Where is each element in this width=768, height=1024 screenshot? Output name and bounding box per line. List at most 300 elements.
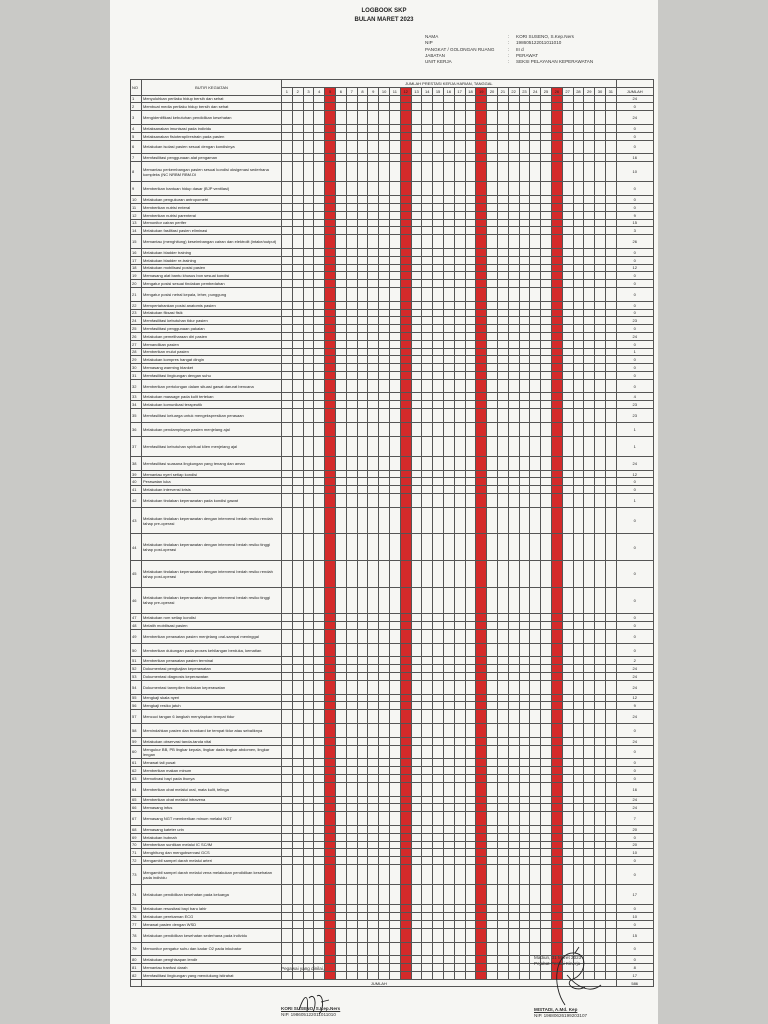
day-cell [465, 287, 476, 301]
row-no: 79 [131, 942, 142, 956]
day-cell [292, 332, 303, 340]
day-cell [605, 702, 616, 710]
row-activity: Mempertahankan posisi anatomis pasien [142, 301, 282, 309]
day-cell [389, 340, 400, 348]
day-cell [541, 401, 552, 409]
day-cell [476, 248, 487, 256]
day-cell [346, 364, 357, 372]
table-row [131, 203, 654, 211]
day-header: 28 [573, 87, 584, 95]
day-cell [303, 956, 314, 964]
day-cell [411, 643, 422, 657]
table-row [131, 723, 654, 737]
day-cell [357, 227, 368, 235]
day-cell [346, 124, 357, 132]
day-cell [368, 942, 379, 956]
day-cell [605, 235, 616, 249]
day-cell [443, 825, 454, 833]
day-cell [584, 643, 595, 657]
row-activity: Memberikan nutrisi parenteral [142, 211, 282, 219]
day-cell [573, 456, 584, 470]
day-cell [389, 280, 400, 288]
day-cell [541, 665, 552, 673]
day-cell [422, 928, 433, 942]
day-cell [411, 162, 422, 182]
day-cell [314, 140, 325, 154]
day-cell [400, 140, 411, 154]
day-cell [508, 332, 519, 340]
table-row [131, 680, 654, 694]
row-total: 0 [616, 864, 653, 884]
day-cell [433, 422, 444, 436]
signature-right-place: Madiun, 31 Maret 2023 [534, 955, 582, 960]
day-cell [595, 227, 606, 235]
day-cell [530, 478, 541, 486]
day-cell [433, 340, 444, 348]
day-cell [487, 393, 498, 401]
day-cell [368, 111, 379, 125]
day-cell [389, 478, 400, 486]
table-row [131, 665, 654, 673]
day-cell [541, 812, 552, 826]
day-cell [562, 534, 573, 561]
day-cell [573, 534, 584, 561]
day-cell [346, 332, 357, 340]
day-cell [454, 95, 465, 103]
day-cell [595, 710, 606, 724]
day-cell [584, 561, 595, 588]
day-cell [389, 196, 400, 204]
day-cell [282, 470, 293, 478]
day-cell [282, 356, 293, 364]
day-cell [519, 956, 530, 964]
day-cell [443, 657, 454, 665]
day-cell [573, 356, 584, 364]
day-cell [411, 227, 422, 235]
day-cell [357, 796, 368, 804]
day-cell [487, 680, 498, 694]
day-cell [325, 364, 336, 372]
day-cell [573, 203, 584, 211]
day-cell [562, 782, 573, 796]
day-cell [379, 942, 390, 956]
day-cell [346, 710, 357, 724]
day-cell [303, 287, 314, 301]
day-cell [487, 759, 498, 767]
day-cell [314, 561, 325, 588]
day-cell [497, 702, 508, 710]
day-cell [346, 325, 357, 333]
day-cell [541, 694, 552, 702]
day-cell [292, 132, 303, 140]
day-cell [368, 196, 379, 204]
day-cell [595, 211, 606, 219]
day-cell [595, 356, 606, 364]
day-cell [346, 857, 357, 865]
row-total: 9 [616, 702, 653, 710]
day-cell [411, 782, 422, 796]
day-header: 22 [508, 87, 519, 95]
day-cell [476, 264, 487, 272]
day-cell [605, 95, 616, 103]
table-row [131, 248, 654, 256]
day-cell [530, 745, 541, 759]
day-cell [454, 248, 465, 256]
day-cell [605, 643, 616, 657]
row-activity: Memfasilitasi penggunaan alat pengaman [142, 154, 282, 162]
day-cell [379, 379, 390, 393]
day-cell [584, 422, 595, 436]
day-cell [519, 534, 530, 561]
day-cell [433, 162, 444, 182]
day-cell [476, 673, 487, 681]
day-cell [314, 340, 325, 348]
day-cell [292, 348, 303, 356]
day-cell [379, 248, 390, 256]
day-cell [595, 629, 606, 643]
day-cell [368, 737, 379, 745]
day-cell [476, 745, 487, 759]
day-cell [508, 154, 519, 162]
day-cell [530, 182, 541, 196]
day-cell [530, 111, 541, 125]
day-cell [325, 478, 336, 486]
day-cell [595, 782, 606, 796]
day-cell [325, 657, 336, 665]
day-cell [454, 348, 465, 356]
day-cell [595, 841, 606, 849]
day-cell [411, 825, 422, 833]
day-cell [454, 371, 465, 379]
day-cell [497, 849, 508, 857]
day-cell [508, 964, 519, 972]
day-cell [476, 470, 487, 478]
day-cell [335, 534, 346, 561]
day-cell [454, 317, 465, 325]
day-cell [497, 132, 508, 140]
day-cell [433, 379, 444, 393]
day-cell [487, 422, 498, 436]
day-cell [292, 942, 303, 956]
day-cell [465, 111, 476, 125]
day-cell [292, 317, 303, 325]
row-no: 20 [131, 280, 142, 288]
day-cell [487, 920, 498, 928]
day-cell [573, 723, 584, 737]
day-cell [292, 849, 303, 857]
day-cell [605, 680, 616, 694]
day-cell [595, 309, 606, 317]
day-cell [519, 103, 530, 111]
row-no: 28 [131, 348, 142, 356]
day-cell [519, 422, 530, 436]
day-cell [282, 857, 293, 865]
day-cell [335, 182, 346, 196]
day-cell [584, 317, 595, 325]
day-cell [325, 534, 336, 561]
day-cell [497, 332, 508, 340]
day-cell [389, 356, 400, 364]
row-activity: Memberikan perawatan pasien terminal [142, 657, 282, 665]
day-cell [530, 470, 541, 478]
day-cell [389, 534, 400, 561]
day-cell [497, 256, 508, 264]
day-cell [454, 710, 465, 724]
day-cell [422, 833, 433, 841]
day-cell [282, 804, 293, 812]
row-no: 32 [131, 379, 142, 393]
day-cell [519, 587, 530, 614]
day-cell [400, 694, 411, 702]
day-cell [530, 371, 541, 379]
day-cell [443, 478, 454, 486]
day-cell [335, 759, 346, 767]
row-activity: Melakukan resusitasi bayi baru lahir [142, 905, 282, 913]
day-cell [443, 849, 454, 857]
table-row [131, 841, 654, 849]
day-cell [292, 203, 303, 211]
row-total: 16 [616, 782, 653, 796]
day-cell [476, 162, 487, 182]
day-cell [605, 507, 616, 534]
day-cell [605, 486, 616, 494]
row-total: 0 [616, 140, 653, 154]
day-cell [519, 759, 530, 767]
day-cell [325, 287, 336, 301]
day-cell [400, 103, 411, 111]
day-cell [325, 782, 336, 796]
day-cell [584, 124, 595, 132]
day-cell [357, 264, 368, 272]
day-cell [443, 364, 454, 372]
day-cell [325, 694, 336, 702]
day-cell [541, 264, 552, 272]
row-total: 0 [616, 248, 653, 256]
day-cell [368, 702, 379, 710]
day-cell [389, 371, 400, 379]
day-cell [605, 371, 616, 379]
day-cell [357, 111, 368, 125]
day-cell [325, 629, 336, 643]
day-cell [357, 494, 368, 508]
day-cell [379, 272, 390, 280]
day-cell [400, 767, 411, 775]
day-cell [508, 203, 519, 211]
day-cell [433, 694, 444, 702]
table-row [131, 219, 654, 227]
identity-label: UNIT KERJA [425, 59, 452, 65]
day-cell [411, 436, 422, 456]
day-cell [368, 103, 379, 111]
day-cell [476, 737, 487, 745]
day-cell [368, 534, 379, 561]
day-cell [454, 723, 465, 737]
day-cell [519, 494, 530, 508]
day-cell [519, 364, 530, 372]
day-cell [346, 702, 357, 710]
day-cell [508, 702, 519, 710]
day-cell [346, 203, 357, 211]
day-cell [314, 486, 325, 494]
day-cell [389, 622, 400, 630]
day-cell [314, 694, 325, 702]
day-cell [389, 694, 400, 702]
day-cell [335, 371, 346, 379]
day-cell [357, 325, 368, 333]
table-row [131, 767, 654, 775]
row-activity: Melakukan pendidikan kesehatan pada keluarga [142, 885, 282, 905]
day-cell [346, 796, 357, 804]
day-cell [292, 857, 303, 865]
day-cell [443, 561, 454, 588]
document-title: LOGBOOK SKP [361, 8, 407, 14]
day-cell [476, 767, 487, 775]
day-cell [443, 227, 454, 235]
day-cell [335, 401, 346, 409]
day-cell [443, 745, 454, 759]
day-cell [508, 833, 519, 841]
day-cell [389, 272, 400, 280]
day-cell [508, 287, 519, 301]
day-cell [433, 841, 444, 849]
day-cell [411, 371, 422, 379]
row-activity: Memberikan perawatan pasien menjelang oral-sampai meninggal [142, 629, 282, 643]
day-cell [325, 796, 336, 804]
table-row [131, 796, 654, 804]
day-cell [389, 629, 400, 643]
day-cell [573, 111, 584, 125]
day-cell [314, 841, 325, 849]
day-cell [400, 95, 411, 103]
table-row [131, 928, 654, 942]
day-cell [443, 833, 454, 841]
day-cell [476, 614, 487, 622]
day-cell [433, 804, 444, 812]
day-cell [508, 256, 519, 264]
day-cell [335, 436, 346, 456]
day-cell [411, 478, 422, 486]
day-cell [368, 340, 379, 348]
day-cell [325, 614, 336, 622]
day-cell [508, 103, 519, 111]
day-cell [541, 95, 552, 103]
day-cell [497, 301, 508, 309]
day-cell [476, 928, 487, 942]
day-cell [508, 971, 519, 979]
day-cell [422, 587, 433, 614]
day-header: 10 [379, 87, 390, 95]
day-cell [541, 680, 552, 694]
day-cell [508, 196, 519, 204]
day-cell [573, 614, 584, 622]
day-cell [368, 132, 379, 140]
day-cell [497, 629, 508, 643]
row-total: 0 [616, 478, 653, 486]
day-cell [508, 132, 519, 140]
day-cell [422, 124, 433, 132]
day-cell [465, 841, 476, 849]
day-cell [400, 920, 411, 928]
day-cell [346, 154, 357, 162]
day-cell [443, 203, 454, 211]
day-cell [335, 864, 346, 884]
day-cell [368, 95, 379, 103]
day-cell [433, 409, 444, 423]
day-cell [389, 422, 400, 436]
day-cell [433, 629, 444, 643]
day-cell [497, 745, 508, 759]
day-cell [379, 622, 390, 630]
row-no: 16 [131, 248, 142, 256]
day-cell [433, 103, 444, 111]
day-cell [346, 401, 357, 409]
row-no: 1 [131, 95, 142, 103]
day-cell [314, 422, 325, 436]
day-cell [346, 825, 357, 833]
day-cell [454, 154, 465, 162]
row-no: 22 [131, 301, 142, 309]
day-cell [346, 470, 357, 478]
table-row [131, 211, 654, 219]
day-cell [292, 256, 303, 264]
day-cell [476, 348, 487, 356]
day-cell [303, 280, 314, 288]
day-cell [292, 629, 303, 643]
day-cell [497, 956, 508, 964]
day-cell [551, 379, 562, 393]
day-cell [541, 614, 552, 622]
day-cell [497, 928, 508, 942]
day-cell [605, 393, 616, 401]
day-cell [508, 767, 519, 775]
day-cell [433, 702, 444, 710]
day-cell [465, 710, 476, 724]
day-cell [541, 332, 552, 340]
row-activity: Memberikan bantuan hidup dasar (BJP ventilasi) [142, 182, 282, 196]
day-cell [303, 301, 314, 309]
day-cell [389, 971, 400, 979]
day-cell [346, 182, 357, 196]
day-cell [282, 774, 293, 782]
day-cell [389, 348, 400, 356]
row-activity: Melakukan fasilitasi pasien eliminasi [142, 227, 282, 235]
row-activity: Memfasilitasi kebutuhan tidur pasien [142, 317, 282, 325]
day-cell [389, 561, 400, 588]
day-cell [465, 280, 476, 288]
day-cell [335, 507, 346, 534]
day-cell [292, 643, 303, 657]
day-cell [508, 401, 519, 409]
day-cell [346, 280, 357, 288]
day-cell [368, 614, 379, 622]
day-cell [368, 796, 379, 804]
day-cell [282, 332, 293, 340]
day-cell [282, 629, 293, 643]
day-cell [389, 264, 400, 272]
day-cell [497, 942, 508, 956]
day-cell [422, 507, 433, 534]
day-cell [605, 196, 616, 204]
day-cell [357, 864, 368, 884]
day-cell [379, 723, 390, 737]
day-cell [346, 486, 357, 494]
day-cell [400, 301, 411, 309]
day-cell [508, 673, 519, 681]
row-no: 62 [131, 767, 142, 775]
day-cell [595, 340, 606, 348]
row-activity: Memberikan obat melalui oral, mata kulit, telinga [142, 782, 282, 796]
day-cell [389, 248, 400, 256]
